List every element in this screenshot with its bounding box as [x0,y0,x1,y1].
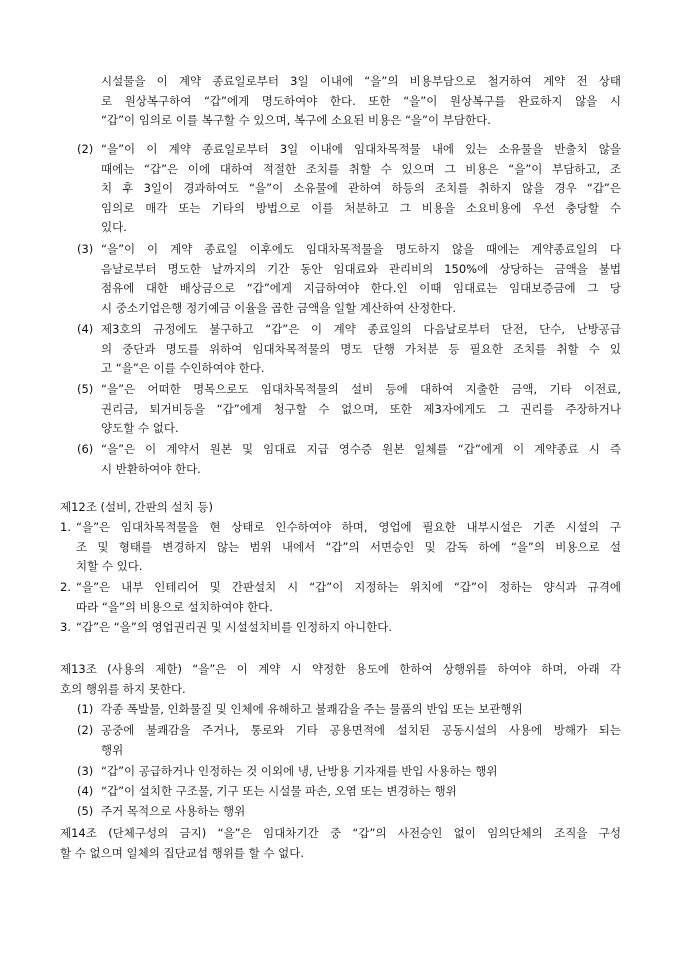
text-line: 로 원상복구하여 “갑”에게 명도하여야 한다. 또한 “을”이 원상복구를 완료하지 않을 시 [101,93,621,108]
text-line: 따라 “을”의 비용으로 설치하여야 한다. [76,599,273,614]
text-line: 제3호의 규정에도 불구하고 “갑”은 이 계약 종료일의 다음날로부터 단전, 단수, 난방공급 [101,322,621,336]
text-line: “갑”이 임의로 이를 복구할 수 있으며, 복구에 소요된 비용은 “을”이 부담한다. [101,113,491,128]
article-13-item-2 [101,721,621,760]
text-line: “을”은 이 계약서 원본 및 임대료 지급 영수증 원본 일체를 “갑”에게 이 계약종료 시 즉 [101,442,621,456]
item-number: (3) [77,242,94,256]
text-line: 음날로부터 명도한 날까지의 기간 동안 임대료와 관리비의 150%에 상당하는 금액을 불법 [101,261,621,276]
text-line: 제13조 (사용의 제한) “을”은 이 계약 시 약정한 용도에 한하여 상행위를 하여야 하며, 아래 각 [60,662,621,676]
text-line: 제14조 (단체구성의 금지) “을”은 임대차기간 중 “갑”의 사전승인 없이 임의단체의 조직을 구성 [60,826,621,840]
text-line: 조 및 형태를 변경하지 않는 범위 내에서 “갑”의 서면승인 및 감독 하에 “을”의 비용으로 설 [76,539,621,554]
article-title: 제12조 (설비, 간판의 설치 등) [60,500,213,514]
text-line: 주거 목적으로 사용하는 행위 [101,804,246,818]
text-line: “을”은 어떠한 명목으로도 임대차목적물의 설비 등에 대하여 지출한 금액, 기타 이전료, [101,382,621,396]
text-line: “갑”이 공급하거나 인정하는 것 이외에 냉, 난방용 기자재를 반입 사용하는 행위 [101,764,498,778]
text-line: “을”은 내부 인테리어 및 간판설치 시 “갑”이 지정하는 위치에 “갑”이 정하는 양식과 규격에 [76,580,621,594]
text-line: “갑”은 “을”의 영업권리권 및 시설설치비를 인정하지 아니한다. [76,620,393,634]
article-12-heading [60,498,620,518]
text-line: 권리금, 퇴거비등을 “갑”에게 청구할 수 없으며, 또한 제3자에게도 그 권리를 주장하거나 [101,401,621,416]
text-line: “을”이 이 계약 종료일로부터 3일 이내에 임대차목적물 내에 있는 소유물을 반출치 않을 [101,142,621,156]
item-4-paragraph [101,320,621,379]
article-14-paragraph [60,824,621,863]
item-number: (4) [77,322,94,336]
item-number: 1. [60,520,71,534]
article-12-item-2 [76,578,621,617]
article-12-item-1 [76,518,621,577]
item-number: (3) [77,764,94,778]
text-line: 임의로 매각 또는 기타의 방법으로 이를 처분하고 그 비용을 소요비용에 우선 충당할 수 [101,200,621,215]
article-13-paragraph [60,660,621,699]
item-3-paragraph [101,240,621,318]
item-number: (1) [77,702,94,716]
text-line: 호의 행위를 하지 못한다. [60,681,186,696]
item-number: (4) [77,784,94,798]
text-line: 의 중단과 명도를 위하여 임대차목적물의 명도 단행 가처분 등 필요한 조치를 취할 수 있 [101,341,621,356]
text-line: 점유에 대한 배상금으로 “갑”에게 지급하여야 한다.인 이때 임대료는 임대보증금에 그 당 [101,281,621,296]
item-number: 3. [60,620,71,634]
text-line: 있다. [101,220,127,235]
article-12-item-3 [76,618,621,638]
article-13-item-1 [101,700,621,720]
text-line: 시 중소기업은행 정기예금 이율을 곱한 금액을 일할 계산하여 산정한다. [101,300,457,315]
text-line: 행위 [101,742,124,757]
article-13-item-5 [101,802,621,822]
article-13-item-3 [101,762,621,782]
item-number: (6) [77,442,94,456]
text-line: 치 후 3일이 경과하여도 “을”이 소유물에 관하여 하등의 조치를 취하지 않을 경우 “갑”은 [101,181,621,196]
text-line: 양도할 수 없다. [101,421,179,436]
item-6-paragraph [101,440,621,479]
item-number: (2) [77,142,94,156]
text-line: 치할 수 있다. [76,559,143,574]
text-line: “갑”이 설치한 구조물, 기구 또는 시설물 파손, 오염 또는 변경하는 행위 [101,784,457,798]
intro-paragraph [101,72,621,131]
item-number: (2) [77,723,94,737]
text-line: 때에는 “갑”은 이에 대하여 적절한 조치를 취할 수 있으며 그 비용은 “을”이 부담하고, 조 [101,161,621,176]
item-2-paragraph [101,140,621,238]
text-line: 시 반환하여야 한다. [101,461,201,476]
text-line: 고 “을”은 이를 수인하여야 한다. [101,361,265,376]
text-line: 할 수 없으며 일체의 집단교섭 행위를 할 수 없다. [60,845,304,860]
item-number: (5) [77,382,94,396]
item-number: (5) [77,804,94,818]
text-line: “을”이 이 계약 종료일 이후에도 임대차목적물을 명도하지 않을 때에는 계약종료일의 다 [101,242,621,256]
text-line: 시설물을 이 계약 종료일로부터 3일 이내에 “을”의 비용부담으로 철거하여 계약 전 상태 [101,74,621,88]
item-number: 2. [60,580,71,594]
text-line: “을”은 임대차목적물을 현 상태로 인수하여야 하며, 영업에 필요한 내부시설은 기존 시설의 구 [76,520,621,534]
text-line: 공중에 불쾌감을 주거나, 통로와 기타 공용면적에 설치된 공동시설의 사용에 방해가 되는 [101,723,621,737]
text-line: 각종 폭발물, 인화물질 및 인체에 유해하고 불쾌감을 주는 물품의 반입 또는 보관행위 [101,702,523,716]
item-5-paragraph [101,380,621,439]
article-13-item-4 [101,782,621,802]
